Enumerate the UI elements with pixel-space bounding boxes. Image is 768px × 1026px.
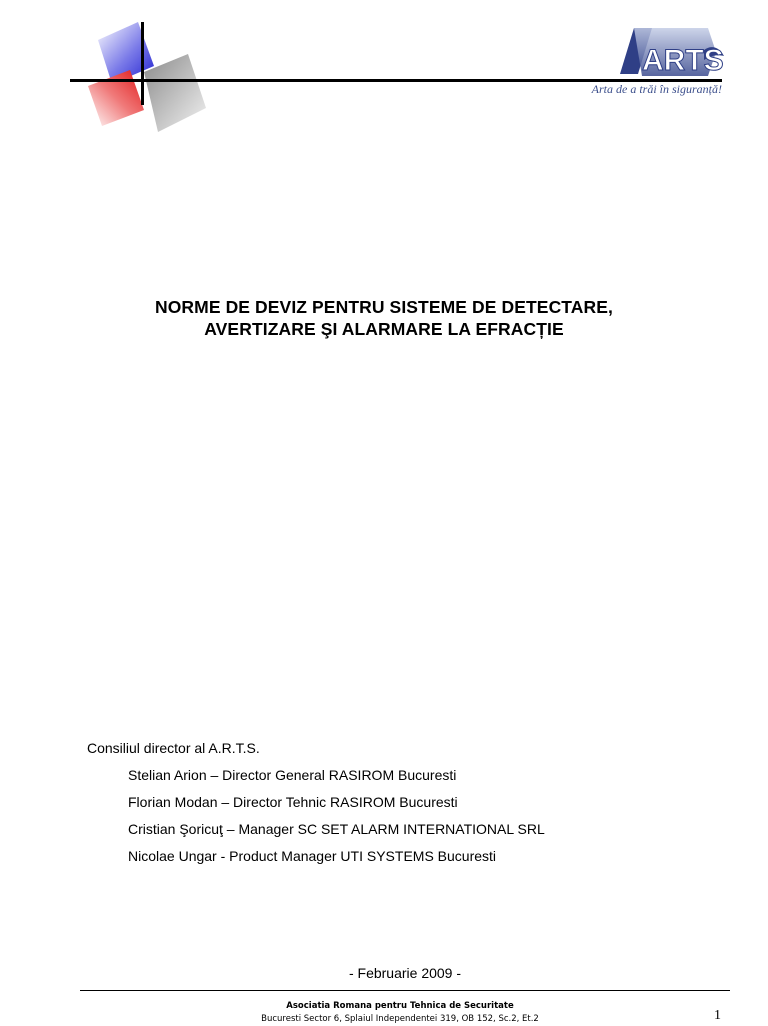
board-section: [87, 735, 545, 870]
document-date: - Februarie 2009 -: [348, 965, 462, 981]
board-heading: Consiliul director al A.R.T.S.: [87, 740, 260, 756]
footer-organization: Asociatia Romana pentru Tehnica de Securitate: [286, 1001, 514, 1011]
board-member: Cristian Şoricuţ – Manager SC SET ALARM INTERNATIONAL SRL: [128, 821, 545, 837]
title-line-2: AVERTIZARE ŞI ALARMARE LA EFRACȚIE: [204, 319, 564, 339]
footer: [80, 1000, 720, 1026]
footer-rule: [80, 990, 730, 991]
tagline: Arta de a trăi în siguranță!: [591, 82, 722, 96]
board-member: Florian Modan – Director Tehnic RASIROM Bucuresti: [128, 794, 458, 810]
board-member: Nicolae Ungar - Product Manager UTI SYSTEMS Bucuresti: [128, 848, 497, 864]
svg-text:ARTS: ARTS: [642, 44, 724, 77]
title-line-1: NORME DE DEVIZ PENTRU SISTEME DE DETECTARE,: [154, 297, 614, 317]
document-title: [84, 296, 684, 340]
page-number: 1: [714, 1008, 721, 1023]
footer-address: Bucuresti Sector 6, Splaiul Independentei 319, OB 152, Sc.2, Et.2: [261, 1014, 539, 1024]
cross-vertical-line: [141, 22, 144, 105]
arts-logo: [612, 22, 724, 82]
board-member-list: [87, 762, 545, 870]
board-member: Stelian Arion – Director General RASIROM Bucuresti: [128, 767, 457, 783]
